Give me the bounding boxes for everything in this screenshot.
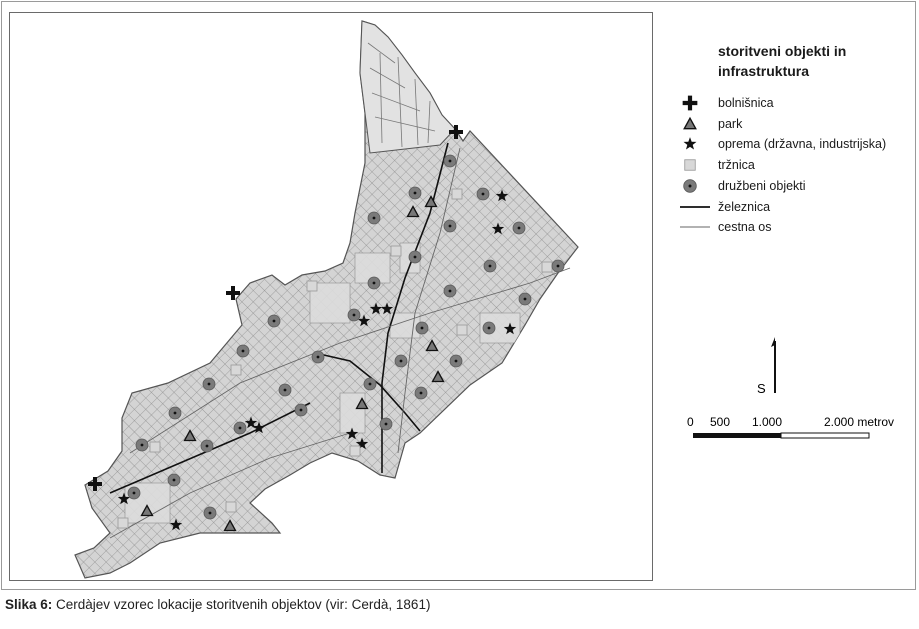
- legend-item-social: [680, 177, 910, 195]
- social-marker: [484, 260, 496, 272]
- social-marker: [444, 220, 456, 232]
- legend-item-hospital: [680, 94, 910, 112]
- social-marker: [409, 251, 421, 263]
- social-marker: [279, 384, 291, 396]
- legend-label: oprema (državna, industrijska): [718, 137, 887, 152]
- old-town-district: [360, 21, 455, 153]
- social-marker: [201, 440, 213, 452]
- social-marker: [136, 439, 148, 451]
- cross-icon: [680, 94, 710, 112]
- market-marker: [457, 325, 467, 335]
- legend-item-equipment: [680, 135, 910, 153]
- market-marker: [307, 281, 317, 291]
- social-marker: [295, 404, 307, 416]
- social-marker: [483, 322, 495, 334]
- market-marker: [452, 189, 462, 199]
- social-marker: [477, 188, 489, 200]
- railway-line-icon: [680, 198, 710, 216]
- social-marker: [128, 487, 140, 499]
- social-marker: [368, 277, 380, 289]
- social-marker: [268, 315, 280, 327]
- legend-item-road: [680, 218, 910, 236]
- road-line-icon: [680, 218, 710, 236]
- market-marker: [226, 502, 236, 512]
- legend-label: družbeni objekti: [718, 178, 806, 193]
- legend-item-market: [680, 156, 910, 174]
- social-marker: [204, 507, 216, 519]
- legend-title: storitveni objekti in infrastruktura: [718, 43, 847, 79]
- social-marker: [450, 355, 462, 367]
- scale-label: 0: [687, 415, 694, 429]
- market-marker: [150, 442, 160, 452]
- social-marker: [444, 285, 456, 297]
- scale-bar-graphic: [684, 415, 914, 449]
- market-marker: [350, 446, 360, 456]
- market-marker: [391, 246, 401, 256]
- dot-circle-icon: [680, 177, 710, 195]
- social-marker: [168, 474, 180, 486]
- market-marker: [231, 365, 241, 375]
- social-marker: [513, 222, 525, 234]
- scale-label: 500: [710, 415, 731, 429]
- market-marker: [685, 160, 696, 171]
- social-marker: [444, 155, 456, 167]
- triangle-icon: [680, 115, 710, 133]
- social-marker: [519, 293, 531, 305]
- social-marker: [203, 378, 215, 390]
- city-map: [10, 13, 652, 580]
- social-marker: [415, 387, 427, 399]
- legend-label: cestna os: [718, 220, 772, 235]
- social-marker: [395, 355, 407, 367]
- legend-label: železnica: [718, 199, 771, 214]
- city-block: [390, 313, 420, 338]
- social-marker: [552, 260, 564, 272]
- north-label: S: [757, 381, 766, 396]
- social-marker: [237, 345, 249, 357]
- figure-caption: [5, 597, 430, 612]
- social-marker: [364, 378, 376, 390]
- legend-item-railway: [680, 198, 910, 216]
- hospital-marker: [683, 96, 698, 111]
- social-marker: [684, 179, 697, 192]
- legend-item-park: [680, 115, 910, 133]
- square-icon: [680, 156, 710, 174]
- scale-label: 2.000 metrov: [824, 415, 895, 429]
- social-marker: [368, 212, 380, 224]
- social-marker: [169, 407, 181, 419]
- legend-label: tržnica: [718, 158, 755, 173]
- caption-prefix: Slika 6:: [5, 597, 53, 612]
- social-marker: [409, 187, 421, 199]
- legend-label: bolnišnica: [718, 96, 774, 110]
- park-marker: [684, 118, 696, 129]
- scale-label: 1.000: [752, 415, 783, 429]
- market-marker: [118, 518, 128, 528]
- scale-bar: [684, 415, 914, 449]
- scale-segment-light: [781, 433, 869, 438]
- map-panel: [9, 12, 653, 581]
- social-marker: [234, 422, 246, 434]
- equipment-marker: [684, 138, 697, 150]
- scale-segment-dark: [693, 433, 781, 438]
- legend-label: park: [718, 116, 743, 131]
- social-marker: [380, 418, 392, 430]
- social-marker: [416, 322, 428, 334]
- social-marker: [312, 351, 324, 363]
- social-marker: [348, 309, 360, 321]
- old-town-area: [360, 21, 455, 153]
- market-marker: [542, 262, 552, 272]
- star-icon: [680, 135, 710, 153]
- caption-text: Cerdàjev vzorec lokacije storitvenih objektov (vir: Cerdà, 1861): [52, 597, 431, 612]
